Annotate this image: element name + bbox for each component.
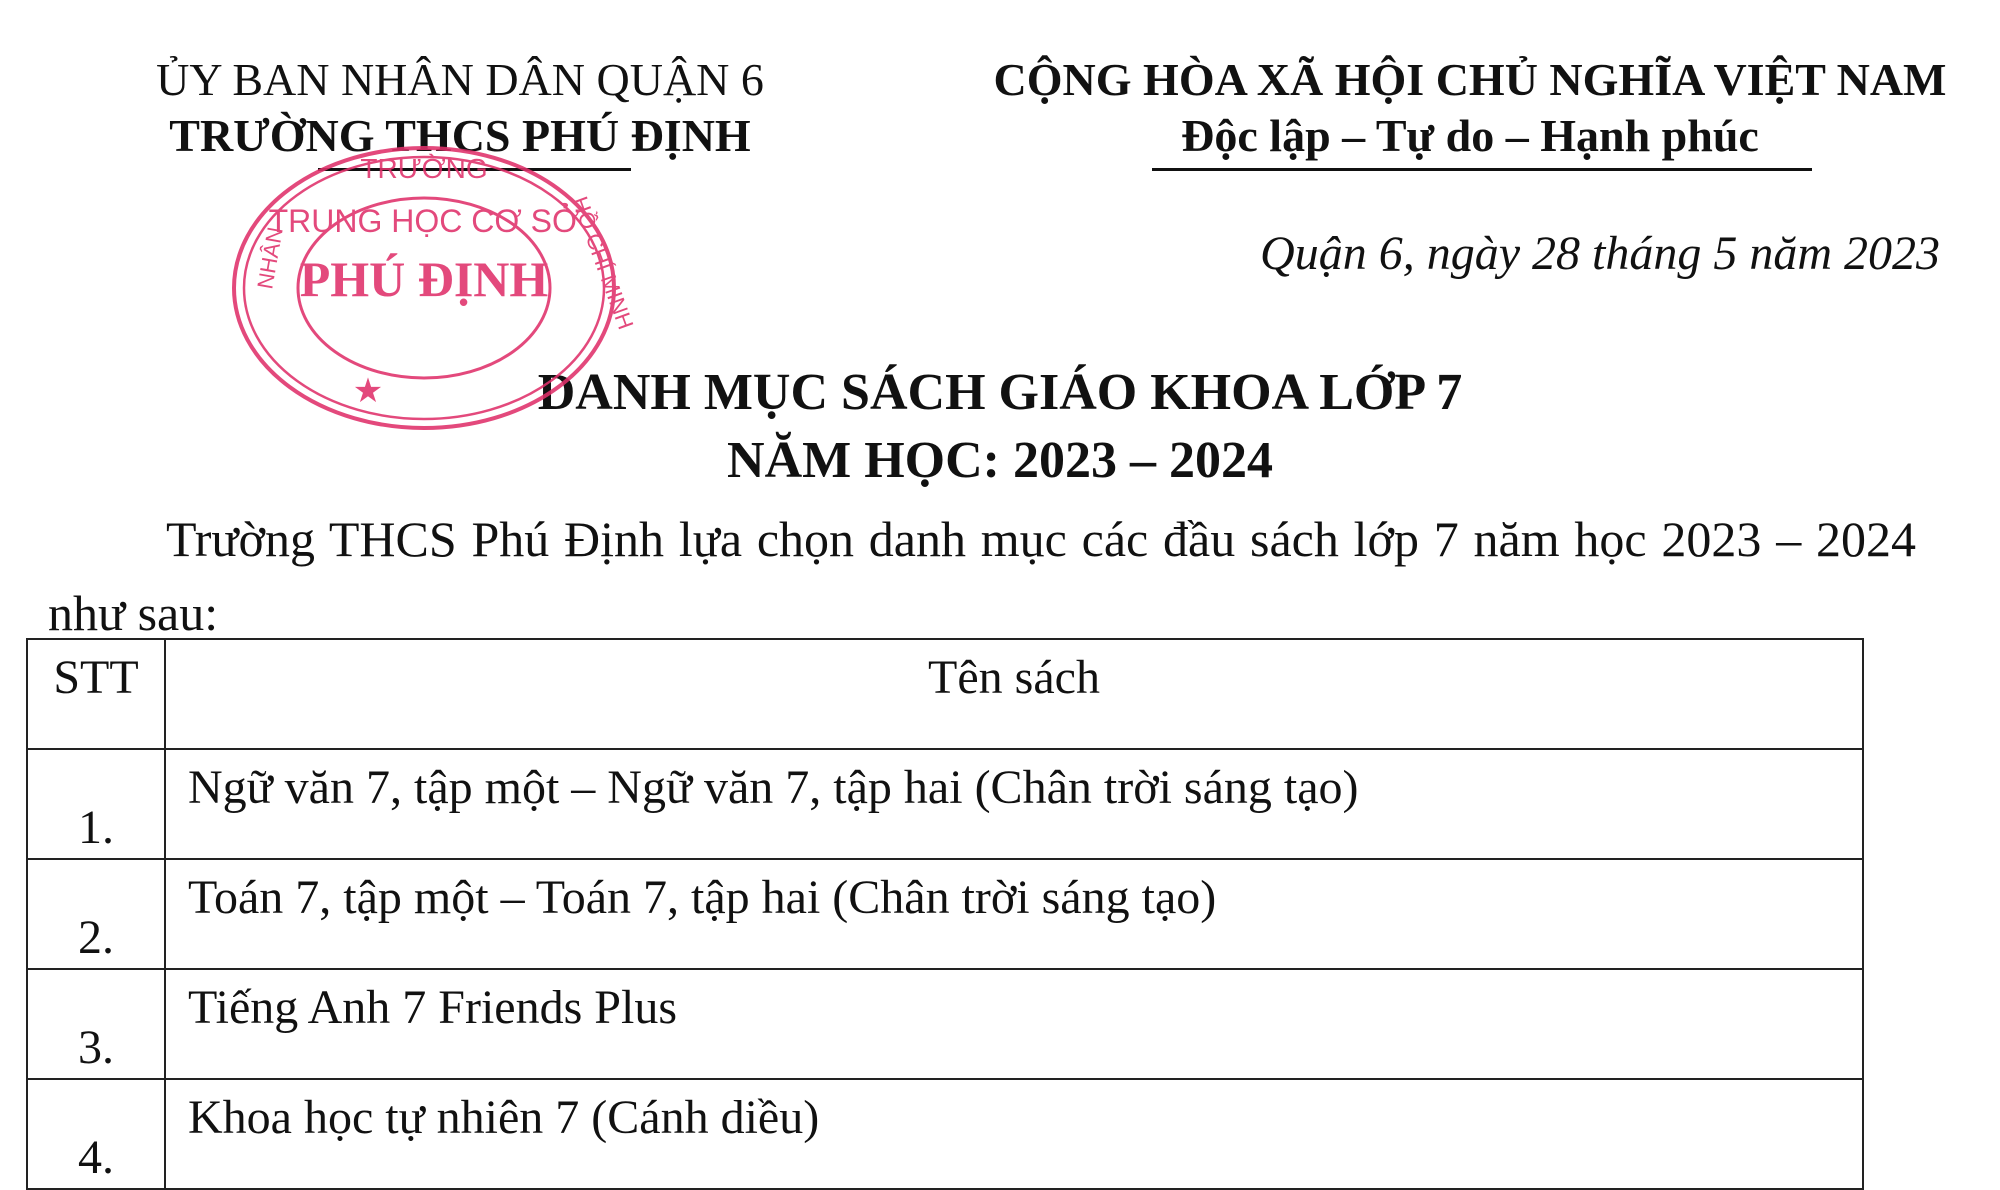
row-book-name: Tiếng Anh 7 Friends Plus: [165, 969, 1863, 1079]
row-book-name: Toán 7, tập một – Toán 7, tập hai (Chân trời sáng tạo): [165, 859, 1863, 969]
row-number: 1.: [27, 749, 165, 859]
table-row: [27, 749, 1863, 859]
table-row: [27, 969, 1863, 1079]
national-title: CỘNG HÒA XÃ HỘI CHỦ NGHĨA VIỆT NAM: [993, 54, 1947, 105]
issuer-underline: [318, 168, 631, 171]
row-number: 2.: [27, 859, 165, 969]
issuer-school: TRƯỜNG THCS PHÚ ĐỊNH: [169, 110, 751, 161]
document-date: Quận 6, ngày 28 tháng 5 năm 2023: [1260, 227, 1940, 280]
row-number: 4.: [27, 1079, 165, 1189]
header-book-name: Tên sách: [165, 639, 1863, 749]
row-book-name: Ngữ văn 7, tập một – Ngữ văn 7, tập hai (Chân trời sáng tạo): [165, 749, 1863, 859]
intro-paragraph: Trường THCS Phú Định lựa chọn danh mục các đầu sách lớp 7 năm học 2023 – 2024 như sau:: [48, 511, 1916, 641]
motto-underline: [1152, 168, 1812, 171]
document-subtitle: NĂM HỌC: 2023 – 2024: [727, 432, 1273, 489]
issuer-authority: ỦY BAN NHÂN DÂN QUẬN 6: [156, 54, 764, 105]
seal-ring-left: NHÂN: [252, 225, 288, 291]
table-row: [27, 1079, 1863, 1189]
national-motto: Độc lập – Tự do – Hạnh phúc: [1181, 110, 1759, 161]
row-number: 3.: [27, 969, 165, 1079]
seal-text-thcs: TRUNG HỌC CƠ SỞ: [268, 203, 580, 239]
seal-text-name: PHÚ ĐỊNH: [299, 251, 549, 307]
row-book-name: Khoa học tự nhiên 7 (Cánh diều): [165, 1079, 1863, 1189]
seal-text-truong: TRƯỜNG: [360, 153, 488, 184]
seal-star-icon: ★: [352, 372, 384, 410]
document-title: DANH MỤC SÁCH GIÁO KHOA LỚP 7: [537, 364, 1463, 421]
table-header-row: [27, 639, 1863, 749]
textbook-table: [26, 638, 1864, 1190]
seal-ring-right: HỒ CHÍ MINH: [567, 193, 639, 333]
header-stt: STT: [27, 639, 165, 749]
table-row: [27, 859, 1863, 969]
